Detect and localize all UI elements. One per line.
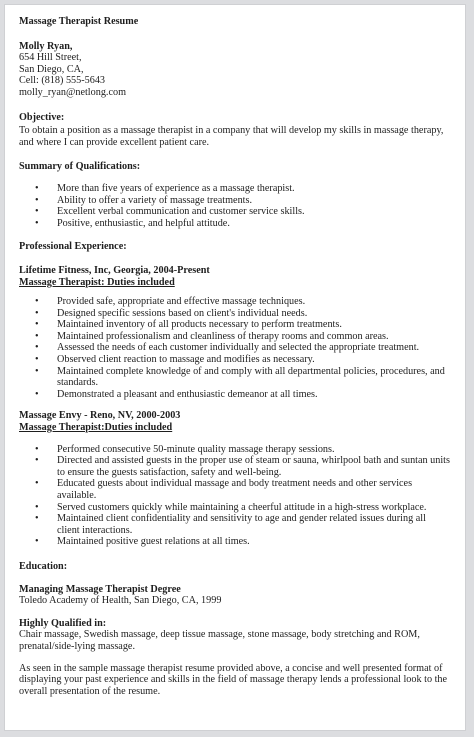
list-item: • Positive, enthusiastic, and helpful attitude.	[47, 218, 451, 230]
list-item: • Maintained positive guest relations at all times.	[47, 536, 451, 548]
education-degree: Managing Massage Therapist Degree	[19, 583, 181, 595]
list-item: • Ability to offer a variety of massage treatments.	[47, 195, 451, 207]
contact-email: molly_ryan@netlong.com	[19, 86, 126, 98]
list-item: • Maintained professionalism and cleanliness of therapy rooms and common areas.	[47, 331, 451, 343]
objective-line-2: and where I can provide excellent patient care.	[19, 136, 210, 148]
qualified-line-1: Chair massage, Swedish massage, deep tissue massage, stone massage, body stretching and ROM,	[19, 629, 420, 641]
objective-line-1: To obtain a position as a massage therapist in a company that will develop my skills in massage therapy,	[19, 125, 444, 137]
summary-heading: Summary of Qualifications:	[19, 161, 141, 173]
list-item: • Maintained inventory of all products necessary to perform treatments.	[47, 319, 451, 331]
list-item: • Maintained client confidentiality and sensitivity to age and gender related issues during all client interactions.	[47, 513, 451, 536]
education-school: Toledo Academy of Health, San Diego, CA, 1999	[19, 595, 222, 607]
job-2-company: Massage Envy - Reno, NV, 2000-2003	[19, 410, 181, 422]
job-1-company: Lifetime Fitness, Inc, Georgia, 2004-Present	[19, 264, 210, 276]
objective-heading: Objective:	[19, 111, 65, 123]
list-item: • Served customers quickly while maintaining a cheerful attitude in a high-stress workplace.	[47, 502, 451, 514]
list-item: • Performed consecutive 50-minute quality massage therapy sessions.	[47, 444, 451, 456]
closing-line-2: displaying your past experience and skills in the field of massage therapy lends a professional look to the	[19, 674, 448, 686]
page-title: Massage Therapist Resume	[19, 16, 139, 27]
list-item: • Provided safe, appropriate and effective massage techniques.	[47, 296, 451, 308]
contact-block	[19, 41, 451, 99]
qualified-line-2: prenatal/side-lying massage.	[19, 640, 135, 652]
list-item: • Observed client reaction to massage and modifies as necessary.	[47, 354, 451, 366]
closing-paragraph	[19, 663, 451, 698]
contact-name: Molly Ryan,	[19, 40, 73, 52]
list-item: • Demonstrated a pleasant and enthusiastic demeanor at all times.	[47, 389, 451, 401]
job-1-role: Massage Therapist: Duties included	[19, 276, 175, 288]
contact-cell: Cell: (818) 555-5643	[19, 75, 106, 87]
list-item: • More than five years of experience as a massage therapist.	[47, 183, 451, 195]
list-item: • Designed specific sessions based on client's individual needs.	[47, 308, 451, 320]
job-1-duties	[19, 296, 451, 400]
education-heading: Education:	[19, 560, 68, 572]
summary-list	[19, 183, 451, 229]
list-item: • Excellent verbal communication and customer service skills.	[47, 206, 451, 218]
resume-page	[4, 4, 466, 731]
job-2-role: Massage Therapist:Duties included	[19, 422, 173, 434]
contact-city: San Diego, CA,	[19, 63, 84, 75]
experience-heading: Professional Experience:	[19, 241, 127, 253]
closing-line-3: overall presentation of the resume.	[19, 685, 161, 697]
contact-street: 654 Hill Street,	[19, 52, 82, 64]
list-item: • Directed and assisted guests in the proper use of steam or sauna, whirlpool bath and suntan units to ensure the guests satisfaction, safety and well-being.	[47, 455, 451, 478]
list-item: • Assessed the needs of each customer individually and selected the appropriate treatment.	[47, 342, 451, 354]
qualified-heading: Highly Qualified in:	[19, 617, 107, 629]
closing-line-1: As seen in the sample massage therapist resume provided above, a concise and well presented format of	[19, 662, 443, 674]
list-item: • Maintained complete knowledge of and comply with all departmental policies, procedures, and standards.	[47, 366, 451, 389]
job-2-duties	[19, 444, 451, 548]
list-item: • Educated guests about individual massage and body treatment needs and other services available.	[47, 478, 451, 501]
